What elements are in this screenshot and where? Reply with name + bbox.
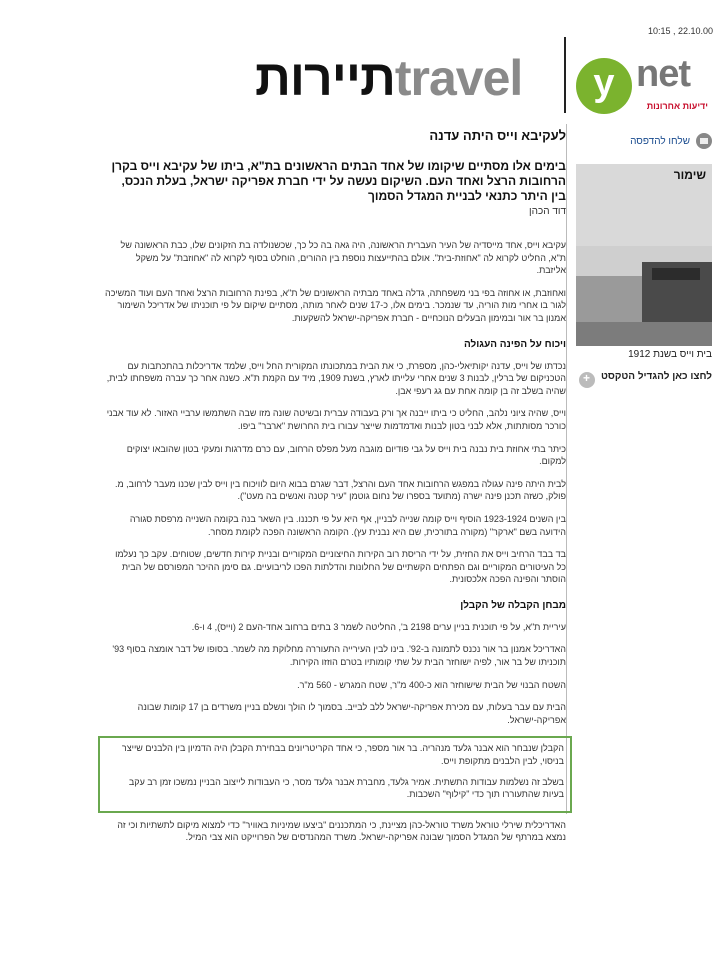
paragraph: כיתר בתי אחוזת בית נבנה בית וייס על גבי פודיום מוגבה מעל מפלס הרחוב, עם כרם מדרגות ומעקי בטון שהובאו יצוקים למקום. <box>126 443 566 467</box>
article-subtitle: בימים אלו מסתיים שיקומו של אחד הבתים הראשונים בת"א, ביתו של עקיבא וייס בקרן הרחובות הרצל ואחד העם. השיקום נעשה על ידי חברת אפריקה ישראל, בעלת הנכס, בין היתר כתנאי לבניית המגדל הסמוך <box>111 159 566 203</box>
printer-icon <box>696 133 712 149</box>
paragraph: בין השנים 1923-1924 הוסיף וייס קומה שנייה לבניין, אף היא על פי תכננו. בין השאר בנה בקומה השנייה מרפסת סגורה הידועה בשם "ארקר" (מקורה בתורכית, שם היא נבנית עץ). הקומה הראשונה הפכה לקומת מסחר. <box>129 513 566 537</box>
paragraph: עקיבא וייס, אחד מייסדיה של העיר העברית הראשונה, היה גאה בה כל כך, שכשנולדה בת הזקונים שלו, כבת הראשונה של ת"א, החליט לקרוא לה "אחוזת-בית". אולם בהתייעצות נוספת בין ההורים, הוחלט בסוף לקרוא לה "אחוזבת" על משקל אליזבת. <box>120 240 566 276</box>
masthead-divider <box>564 37 566 113</box>
paragraph: האדריכל אמנון בר אור נכנס לתמונה ב-92'. בינו לבין העירייה התעוררה מחלוקת מה לשמר. בסופו של דבר אומצה בסוף 93' תוכניתו של בר אור, לפיה ישוחזר הבית על שתי קומותיו בטרם הוזזו הקירות. <box>112 644 566 668</box>
article-author: דוד הכהן <box>529 206 566 217</box>
paragraph: הקבלן שנבחר הוא אבנר גלעד מנהריה. בר אור מספר, כי אחד הקריטריונים בבחירת הקבלן היה הדמיון בין הלבנים שייצר בניסוי, לבין הלבנים מתקופת וייס. <box>121 743 564 767</box>
enlarge-label[interactable]: לחצו כאן להגדיל הטקסט <box>601 371 712 382</box>
paragraph: בד בבד הרחיב וייס את החזית, על ידי הריסת רוב הקירות החיצוניים המקוריים ובניית קירות חדשים, שטוחים. עקב כך נעלמו כל העיטורים המקוריים וגם הפתחים הקשתיים של החלונות והדלתות הפכו לריבועיים. גם סימן ההיכר המפורסם של הבית הוסתר והפינה הפכה אלכסונית. <box>115 549 566 585</box>
zoom-in-icon[interactable] <box>579 372 595 388</box>
paragraph: בשלב זה נשלמות עבודות התשתית. אמיר גלעד, מחברת אבנר גלעד מסר, כי העבודות לייצוב הבניין נמשכו זמן רב עקב בעיות שהתעוררו תוך כדי "קילוף" השכבות. <box>128 776 564 800</box>
ynet-logo-circle[interactable]: y <box>576 58 632 114</box>
enlarge-text-link[interactable] <box>576 370 712 388</box>
paragraph: הבית עם עבר בעלות, עם מכירת אפריקה-ישראל ללב לבייב. בסמוך לו הולך ונשלם בניין משרדים בן 17 קומות שבונה אפריקה-ישראל. <box>137 702 566 725</box>
paragraph: ואחוזבת, או אחוזה בפי בני משפחתה, גדלה באחד מבתיה הראשונים של ת"א, בפינת הרחובות הרצל ואחד העם ועוד המשיכה לגור בו אחרי מות הוריה, עד שנמכר. בימים אלו, כ-17 שנים לאחר מותה, מסתיים שיקום על פי תוכניתו של אדריכל השימור אמנון בר אור ובמימון הבעלים הנוכחיים - חברת אפריקה-ישראל להשקעות. <box>105 287 566 323</box>
ynet-logo-subtitle: ידיעות אחרונות <box>646 101 708 111</box>
column-divider <box>566 124 567 814</box>
paragraph: וייס, שהיה ציוני נלהב, החליט כי ביתו ייבנה אך ורק בעבודה עברית ובשיטה שונה מזו שבה השתמשו ערביי האזור. לא עוד אבני כורכר מסותתות, אלא לבני בטון לבנות ואדמדמות שייצר עבורו בית החרושת "ארבר" ביפו. <box>106 408 566 431</box>
masthead-hebrew: תיירות <box>255 50 395 106</box>
sidebar <box>576 130 712 388</box>
paragraph: לבית היתה פינה עגולה במפגש הרחובות אחד העם והרצל, דבר שגרם בבוא היום לוויכוח בין וייס לבין שכנו מעבר לרחוב, מ. פולק, כשזה תכנן פינה ישרה (מתועד בספרו של נחום גוטמן "עיר קטנה ואנשים בה מעט"). <box>115 478 566 502</box>
historic-photo <box>576 246 712 346</box>
photo-caption: בית וייס בשנת 1912 <box>628 349 712 360</box>
timestamp: 10:15 , 22.10.00 <box>648 26 714 36</box>
paragraph: האדריכלית שירלי טוראל משרד טוראל-כהן מציינת, כי המתכננים "ביצעו שמיניות באוויר" כדי למצוא מיקום לתשתיות וכי זה נמצא במרתף של המגדל הסמוך שבונה אפריקה-ישראל. משרד המהנדסים של הפרוייקט הוא צבי המיל. <box>117 819 566 843</box>
preserve-box <box>576 164 712 246</box>
preserve-label: שימור <box>673 168 706 182</box>
print-link[interactable] <box>576 130 712 152</box>
article-title: לעקיבא וייס היתה עדנה <box>429 128 566 143</box>
article-column <box>104 124 566 854</box>
paragraph: עיריית ת"א, על פי תוכנית בניין ערים 2198 ב', החליטה לשמר 3 בתים ברחוב אחד-העם 2 (וייס), 4 ו-6. <box>191 621 566 632</box>
print-label[interactable]: שלחו להדפסה <box>630 135 690 147</box>
section-heading: ויכוח על הפינה העגולה <box>463 338 566 350</box>
paragraph: נכדתו של וייס, עדנה יקותיאלי-כהן, מספרת, כי את הבית במתכונתו המקורית החל וייס, שלמד אדריכלות בהתכתבות עם הטכניקום של ברלין, לבנות 3 שנים אחרי עלייתו לארץ, בשנת 1909, מיד עם הקמת ת"א. כשנה אחר כך עברה משפחתו לבית, שהיה בשלב זה בן קומה אחת עם גג רעפי אבן. <box>106 360 566 396</box>
highlight-box <box>98 736 572 812</box>
travel-masthead <box>255 50 522 106</box>
paragraph: השטח הבנוי של הבית שישוחזר הוא כ-400 מ"ר, שטח המגרש - 560 מ"ר. <box>297 679 566 690</box>
masthead-latin: travel <box>394 50 523 106</box>
section-heading: מבחן הקבלה של הקבלן <box>460 599 566 611</box>
ynet-logo-text[interactable]: net <box>636 53 690 95</box>
